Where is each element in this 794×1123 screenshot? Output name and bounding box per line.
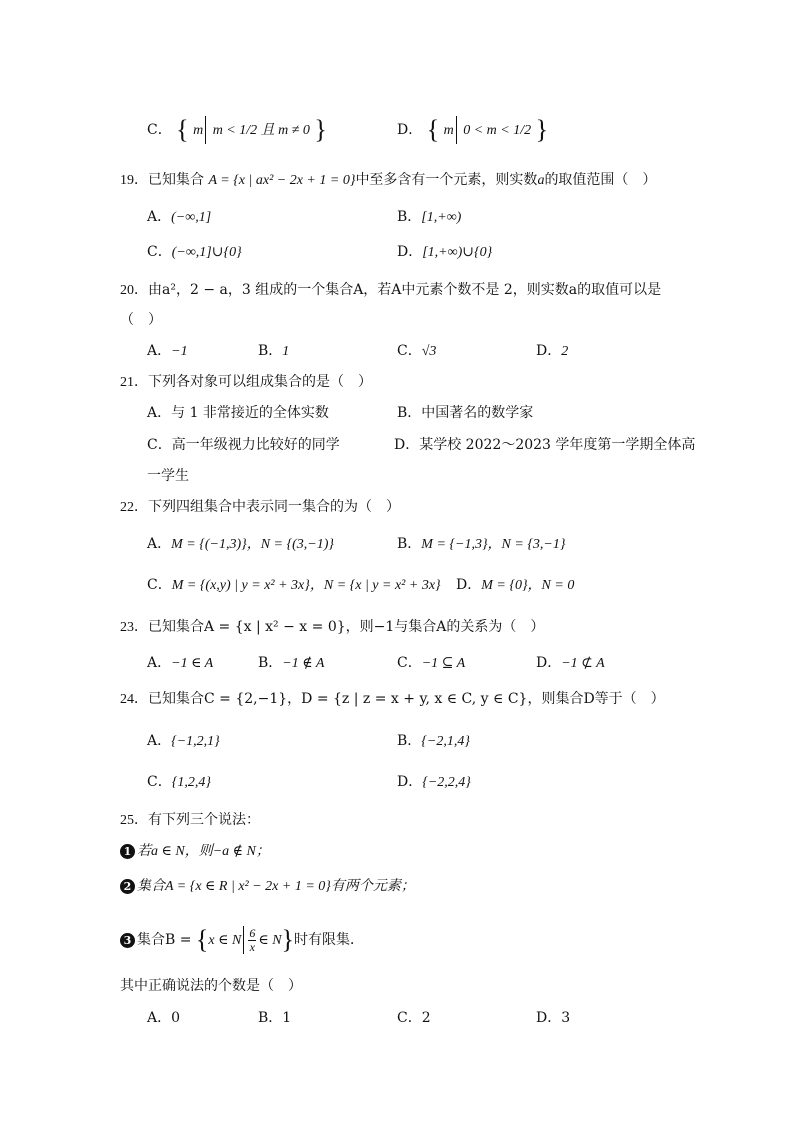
option-label: C． — [147, 774, 172, 790]
q23-option-d[interactable] — [536, 653, 605, 674]
brace-right: } — [281, 925, 295, 954]
statement-text: 若a ∈ N，则−a ∉ N； — [137, 844, 270, 859]
option-value: 与 1 非常接近的全体实数 — [171, 405, 329, 421]
brace-right: } — [314, 115, 327, 144]
q18-option-c[interactable] — [147, 116, 327, 144]
option-label: B． — [258, 655, 283, 671]
option-label: D． — [397, 244, 423, 260]
question-number: 24． — [120, 692, 148, 707]
q22-option-b[interactable] — [397, 534, 565, 555]
option-value: √3 — [421, 344, 437, 359]
q22-option-c[interactable] — [147, 575, 441, 596]
q21-option-d[interactable] — [394, 435, 695, 455]
q20-option-d[interactable] — [536, 341, 568, 362]
q20-paren — [120, 310, 162, 330]
q25-option-a[interactable] — [147, 1008, 180, 1028]
fraction-numerator: 6 — [249, 925, 256, 940]
q23-stem — [120, 617, 544, 638]
q24-option-d[interactable] — [397, 772, 471, 793]
brace-right: } — [535, 115, 549, 144]
option-value: (−∞,1]∪{0} — [171, 245, 242, 260]
option-label: D． — [397, 774, 423, 790]
option-value: M = {0}，N = 0 — [481, 578, 575, 593]
option-label: A． — [147, 655, 172, 671]
option-label: A． — [147, 343, 172, 359]
q19-set: A = {x | ax² − 2x + 1 = 0} — [208, 173, 356, 188]
option-value: −1 ⊄ A — [561, 656, 605, 671]
q22-text: 下列四组集合中表示同一集合的为（ ） — [148, 499, 400, 515]
q19-option-d[interactable] — [397, 242, 492, 263]
option-value: 1 — [282, 1010, 292, 1026]
q24-option-a[interactable] — [147, 731, 220, 752]
option-label: C． — [147, 577, 172, 593]
option-value: M = {(x,y) | y = x² + 3x}，N = {x | y = x² + 3x} — [171, 578, 441, 593]
q22-option-a[interactable] — [147, 534, 334, 555]
question-number: 23． — [120, 620, 148, 635]
option-label: C． — [147, 122, 172, 138]
option-value: −1 ∈ A — [171, 656, 214, 671]
question-number: 22． — [120, 500, 148, 515]
option-label: D． — [536, 1010, 562, 1026]
fraction — [248, 927, 256, 954]
option-label: B． — [397, 209, 422, 225]
q18-d-expr: 0 < m < 1/2 — [463, 123, 532, 138]
q25-statement-1 — [120, 841, 270, 862]
set-bar — [456, 116, 457, 144]
set-bar — [205, 116, 206, 144]
option-label: D． — [456, 577, 482, 593]
q25-stem — [120, 810, 260, 831]
q19-option-c[interactable] — [147, 242, 242, 263]
option-value: 高一年级视力比较好的同学 — [171, 437, 340, 453]
q20-option-a[interactable] — [147, 341, 188, 362]
q21-option-a[interactable] — [147, 403, 329, 423]
answer-paren: （ ） — [120, 312, 162, 328]
q23-text: 已知集合A = {x | x² − x = 0}，则−1与集合A的关系为（ ） — [148, 619, 545, 635]
q24-stem — [120, 689, 665, 710]
q19-option-b[interactable] — [397, 207, 461, 228]
option-value: M = {−1,3}，N = {3,−1} — [421, 537, 566, 552]
option-value: 0 — [171, 1010, 181, 1026]
q25-text: 有下列三个说法： — [148, 812, 260, 828]
brace-left: { — [176, 115, 189, 144]
option-value: −1 — [171, 344, 188, 359]
set-left: x ∈ N — [208, 933, 242, 948]
q20-option-c[interactable] — [397, 341, 436, 362]
option-label: D． — [536, 655, 562, 671]
option-label: C． — [397, 343, 422, 359]
q25-statement-3 — [120, 926, 364, 954]
q21-stem — [120, 372, 372, 393]
set-var: m — [443, 123, 454, 138]
option-label: A． — [147, 733, 172, 749]
option-label: C． — [147, 437, 172, 453]
option-label: B． — [397, 536, 422, 552]
q18-c-expr: m < 1/2 且 m ≠ 0 — [212, 123, 310, 138]
option-value: 1 — [282, 344, 290, 359]
statement-text: 集合A = {x ∈ R | x² − 2x + 1 = 0}有两个元素； — [137, 879, 415, 894]
q24-option-b[interactable] — [397, 731, 470, 752]
q25-statement-2 — [120, 876, 415, 897]
q25-option-c[interactable] — [397, 1008, 431, 1028]
q22-stem — [120, 497, 400, 518]
option-value: 3 — [561, 1010, 571, 1026]
option-label: C． — [397, 655, 422, 671]
option-value: {1,2,4} — [171, 775, 211, 790]
option-value-cont: 一学生 — [147, 468, 189, 484]
statement-before: 集合B = — [137, 932, 192, 948]
q21-option-b[interactable] — [397, 403, 533, 423]
circled-number-1: 1 — [120, 844, 135, 859]
q18-option-d[interactable] — [397, 116, 548, 144]
option-label: A． — [147, 1010, 172, 1026]
option-label: B． — [258, 343, 283, 359]
q19-text-after: 中至多含有一个元素，则实数 — [355, 172, 538, 188]
q20-text: 由a²，2 − a，3 组成的一个集合A，若A中元素个数不是 2，则实数a的取值可以是 — [148, 282, 662, 298]
option-value: {−2,2,4} — [422, 775, 471, 790]
option-value: [1,+∞) — [421, 210, 462, 225]
q19-var: a — [537, 173, 545, 188]
option-value: 2 — [421, 1010, 431, 1026]
brace-left: { — [426, 115, 440, 144]
question-number: 21． — [120, 375, 148, 390]
option-value: [1,+∞)∪{0} — [422, 245, 493, 260]
option-label: A． — [147, 536, 172, 552]
option-value: M = {(−1,3)}，N = {(3,−1)} — [171, 537, 334, 552]
q21-option-d-cont — [147, 466, 189, 486]
option-label: C． — [147, 244, 172, 260]
set-bar — [243, 926, 244, 954]
option-value: 某学校 2022～2023 学年度第一学期全体高 — [419, 437, 696, 453]
option-label: B． — [397, 405, 422, 421]
q19-option-a[interactable] — [147, 207, 211, 228]
q19-text-before: 已知集合 — [148, 172, 204, 188]
question-number: 25． — [120, 813, 148, 828]
q22-option-d[interactable] — [456, 575, 574, 596]
circled-number-3: 3 — [120, 933, 135, 948]
circled-number-2: 2 — [120, 879, 135, 894]
set-var: m — [193, 123, 204, 138]
option-value: −1 ⊆ A — [421, 656, 466, 671]
option-value: 中国著名的数学家 — [421, 405, 534, 421]
q19-text-end: 的取值范围（ ） — [544, 172, 657, 188]
q24-option-c[interactable] — [147, 772, 211, 793]
question-number: 19． — [120, 173, 148, 188]
q21-text: 下列各对象可以组成集合的是（ ） — [148, 374, 372, 390]
question-text: 其中正确说法的个数是（ ） — [120, 978, 302, 994]
brace-left: { — [195, 925, 209, 954]
option-label: B． — [258, 1010, 283, 1026]
q23-option-b[interactable] — [258, 653, 324, 674]
option-label: C． — [397, 1010, 422, 1026]
q20-option-b[interactable] — [258, 341, 289, 362]
q20-stem — [120, 280, 661, 301]
option-value: 2 — [561, 344, 569, 359]
option-value: (−∞,1] — [171, 210, 212, 225]
option-value: −1 ∉ A — [282, 656, 325, 671]
option-label: B． — [397, 733, 422, 749]
q19-stem — [120, 170, 656, 191]
option-value: {−1,2,1} — [171, 734, 220, 749]
q21-option-c[interactable] — [147, 435, 340, 455]
set-right: ∈ N — [258, 933, 282, 948]
q25-option-b[interactable] — [258, 1008, 291, 1028]
option-label: A． — [147, 405, 172, 421]
q23-option-a[interactable] — [147, 653, 213, 674]
fraction-denominator: x — [249, 939, 255, 954]
question-number: 20． — [120, 283, 148, 298]
q23-option-c[interactable] — [397, 653, 465, 674]
option-label: A． — [147, 209, 172, 225]
option-label: D． — [536, 343, 562, 359]
q24-text: 已知集合C = {2,−1}，D = {z | z = x + y, x ∈ C, y ∈ C}，则集合D等于（ ） — [148, 691, 665, 707]
option-value: {−2,1,4} — [421, 734, 470, 749]
q25-question — [120, 976, 302, 996]
q25-option-d[interactable] — [536, 1008, 570, 1028]
statement-after: 时有限集． — [294, 932, 365, 948]
option-label: D． — [394, 437, 420, 453]
option-label: D． — [397, 122, 423, 138]
